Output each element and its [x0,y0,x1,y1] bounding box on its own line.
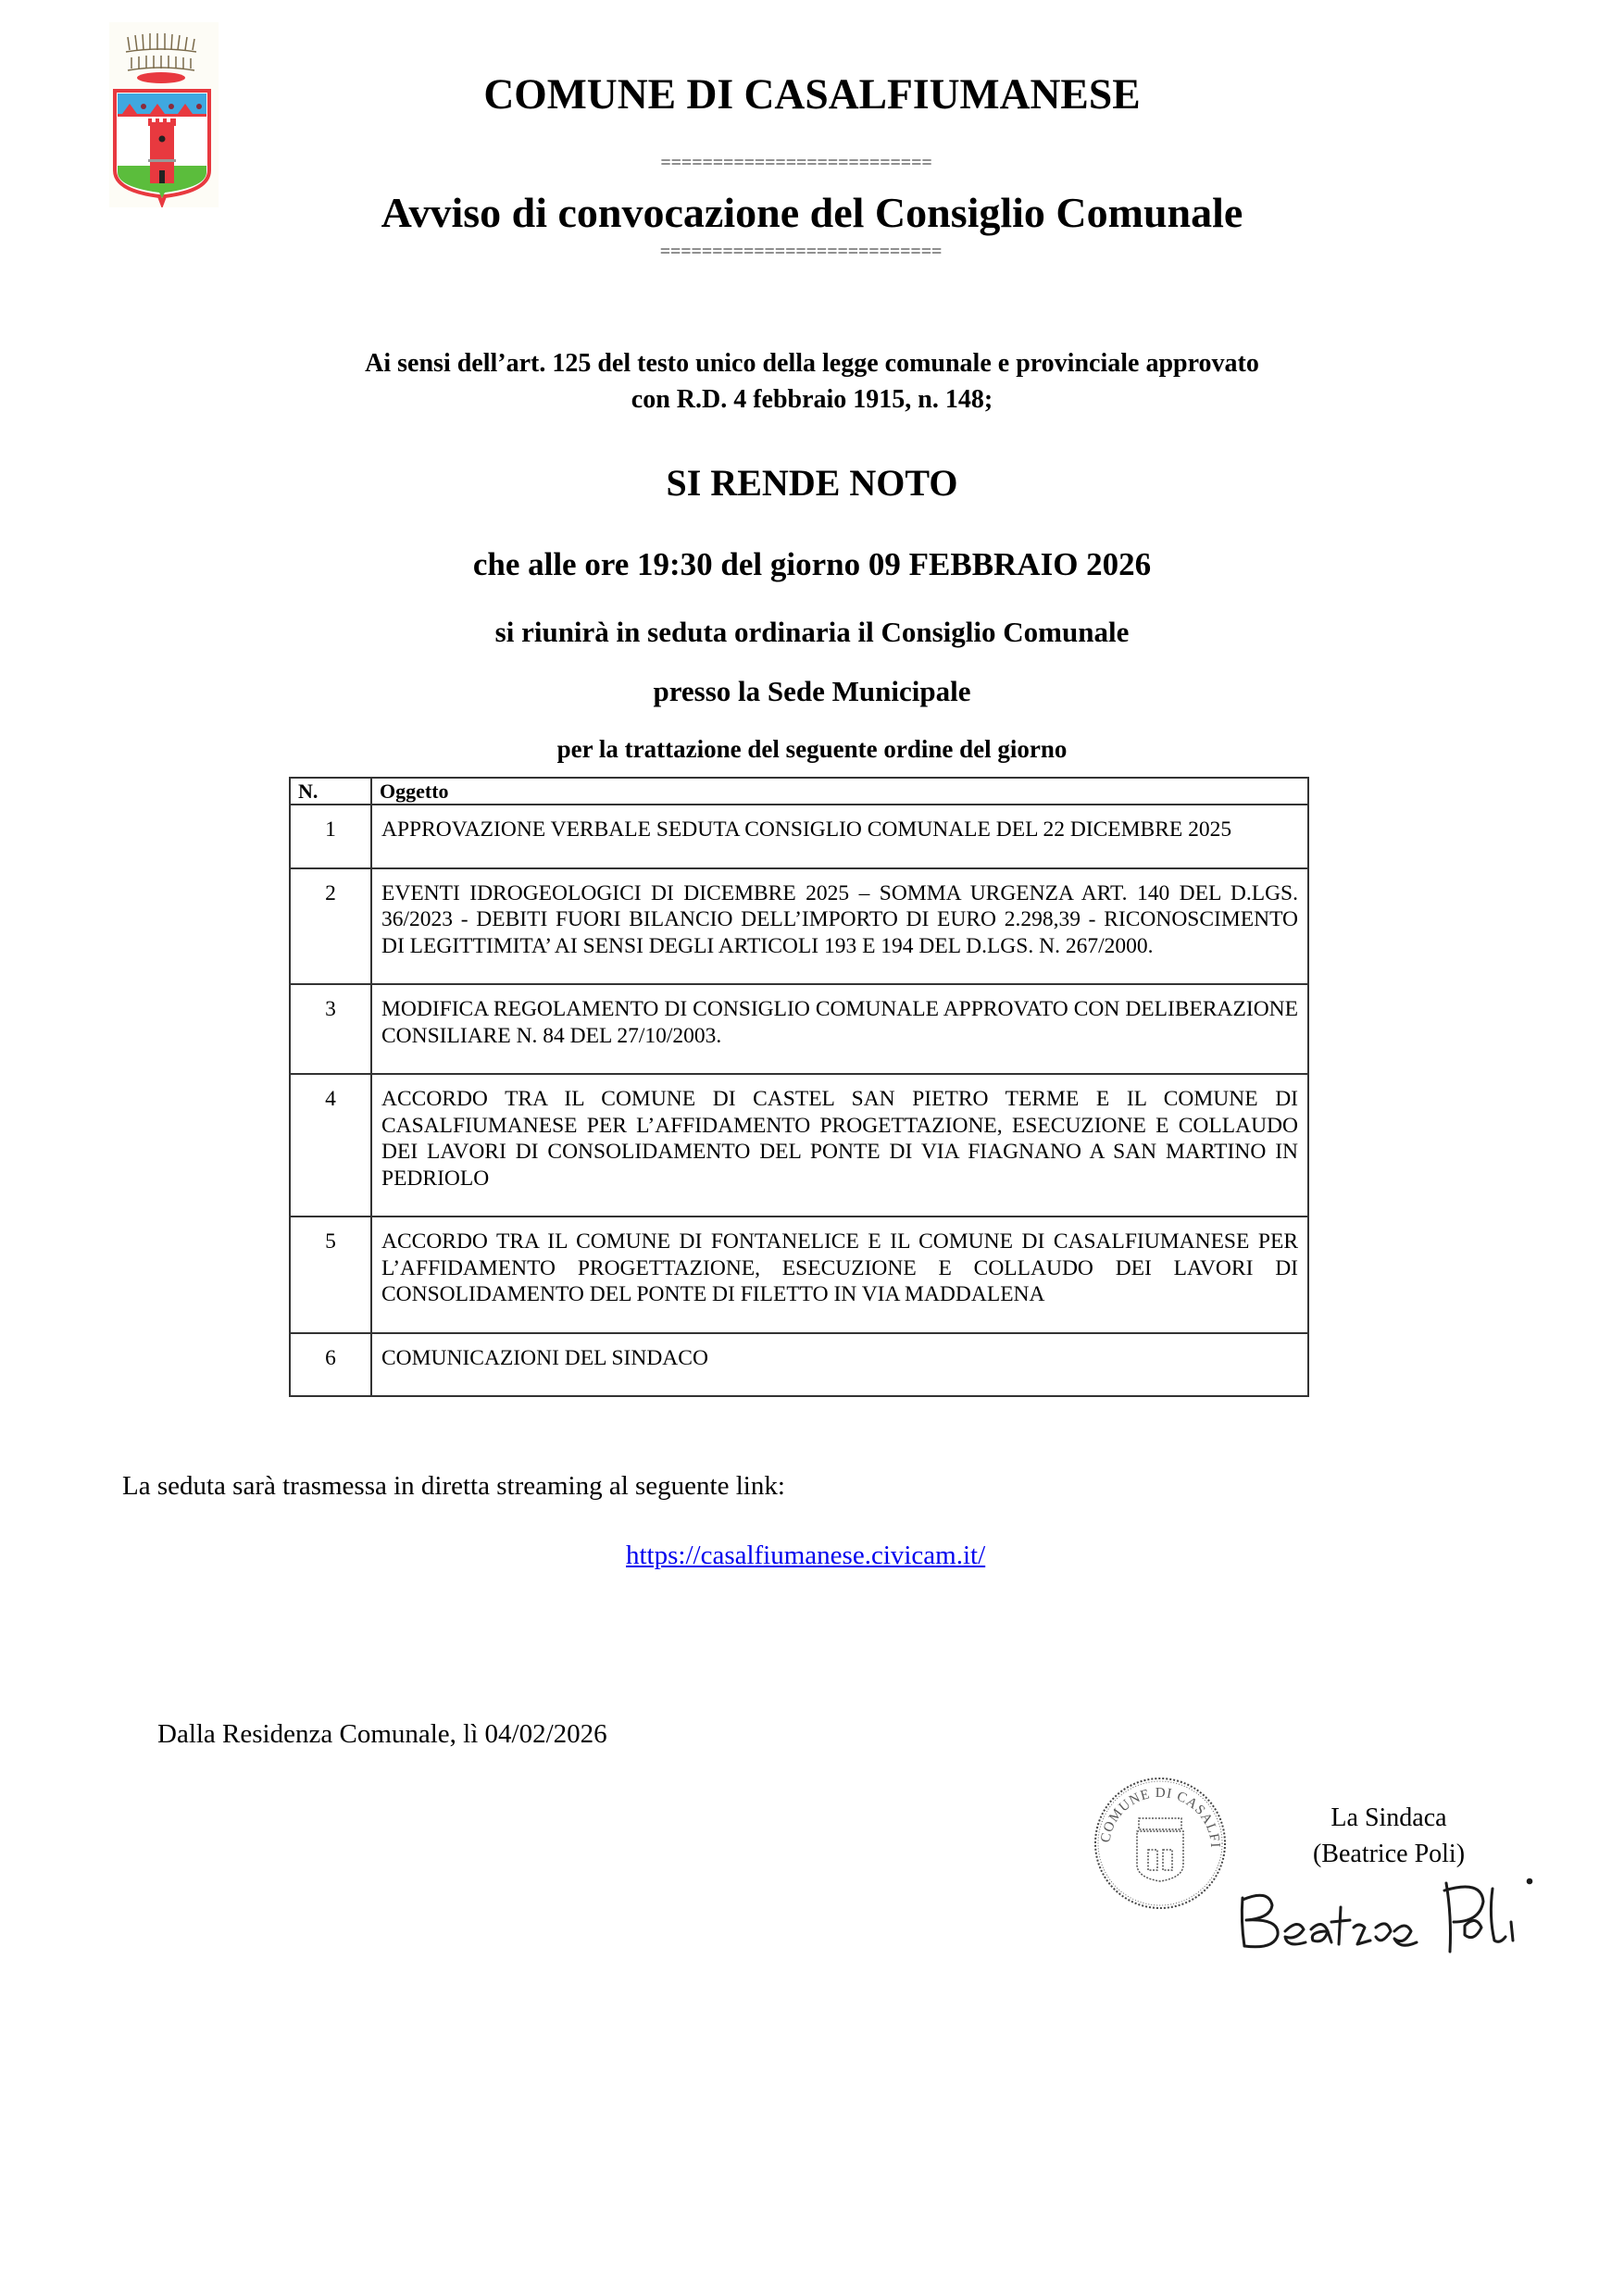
official-seal-stamp-icon [1091,1774,1230,1913]
separator-bottom: =========================== [659,242,943,262]
agenda-row [290,868,1308,985]
agenda-row [290,1074,1308,1217]
agenda-item-subject: ACCORDO TRA IL COMUNE DI FONTANELICE E IL COMUNE DI CASALFIUMANESE PER L’AFFIDAMENTO PROGETTAZIONE, ESECUZIONE E COLLAUDO DEI LAVORI DI CONSOLIDAMENTO DEL PONTE DI FILETTO IN VIA MADDALENA [371,1217,1308,1333]
signer-role: La Sindaca [1330,1803,1447,1832]
legal-reference [0,345,1624,418]
announcement-heading: SI RENDE NOTO [666,462,958,504]
agenda-item-subject: EVENTI IDROGEOLOGICI DI DICEMBRE 2025 – SOMMA URGENZA ART. 140 DEL D.LGS. 36/2023 - DEBITI FUORI BILANCIO DELL’IMPORTO DI EURO 2.298,39 - RICONOSCIMENTO DI LEGITTIMITA’ AI SENSI DEGLI ARTICOLI 193 E 194 DEL D.LGS. N. 267/2000. [371,868,1308,985]
agenda-item-number: 2 [290,868,371,985]
document-title: Avviso di convocazione del Consiglio Comunale [381,189,1243,236]
meeting-location: presso la Sede Municipale [653,675,971,707]
legal-reference-line2: con R.D. 4 febbraio 1915, n. 148; [631,385,993,414]
column-header-subject: Oggetto [371,778,1308,805]
column-header-number: N. [290,778,371,805]
agenda-item-subject: MODIFICA REGOLAMENTO DI CONSIGLIO COMUNALE APPROVATO CON DELIBERAZIONE CONSILIARE N. 84 DEL 27/10/2003. [371,984,1308,1074]
agenda-item-subject: COMUNICAZIONI DEL SINDACO [371,1333,1308,1397]
agenda-header-row [290,778,1308,805]
agenda-row [290,805,1308,868]
streaming-notice: La seduta sarà trasmessa in diretta streaming al seguente link: [122,1471,785,1501]
agenda-row [290,1217,1308,1333]
agenda-row [290,984,1308,1074]
agenda-intro: per la trattazione del seguente ordine del giorno [556,735,1068,763]
stamp-text: COMUNE DI CASALFI [1098,1785,1223,1849]
agenda-row [290,1333,1308,1397]
agenda-table [289,777,1309,1397]
signature-block [1278,1800,1500,1872]
streaming-link[interactable]: https://casalfiumanese.civicam.it/ [626,1541,986,1570]
legal-reference-line1: Ai sensi dell’art. 125 del testo unico della legge comunale e provinciale approvato [365,349,1259,378]
signer-name: (Beatrice Poli) [1312,1840,1466,1868]
separator-top: ========================== [660,153,932,173]
place-and-date: Dalla Residenza Comunale, lì 04/02/2026 [157,1719,607,1749]
agenda-item-subject: APPROVAZIONE VERBALE SEDUTA CONSIGLIO COMUNALE DEL 22 DICEMBRE 2025 [371,805,1308,868]
agenda-item-number: 4 [290,1074,371,1217]
agenda-item-number: 3 [290,984,371,1074]
agenda-item-subject: ACCORDO TRA IL COMUNE DI CASTEL SAN PIETRO TERME E IL COMUNE DI CASALFIUMANESE PER L’AFFIDAMENTO PROGETTAZIONE, ESECUZIONE E COLLAUDO DEI LAVORI DI CONSOLIDAMENTO DEL PONTE DI VIA FIAGNANO A SAN MARTINO IN PEDRIOLO [371,1074,1308,1217]
handwritten-signature [1231,1870,1546,1963]
svg-text:COMUNE DI CASALFIUMANESE [1091,1774,1222,1849]
agenda-item-number: 5 [290,1217,371,1333]
municipality-title: COMUNE DI CASALFIUMANESE [483,70,1141,119]
agenda-item-number: 1 [290,805,371,868]
session-type: si riunirà in seduta ordinaria il Consiglio Comunale [494,616,1130,648]
agenda-item-number: 6 [290,1333,371,1397]
meeting-datetime: che alle ore 19:30 del giorno 09 FEBBRAIO 2026 [472,546,1152,582]
